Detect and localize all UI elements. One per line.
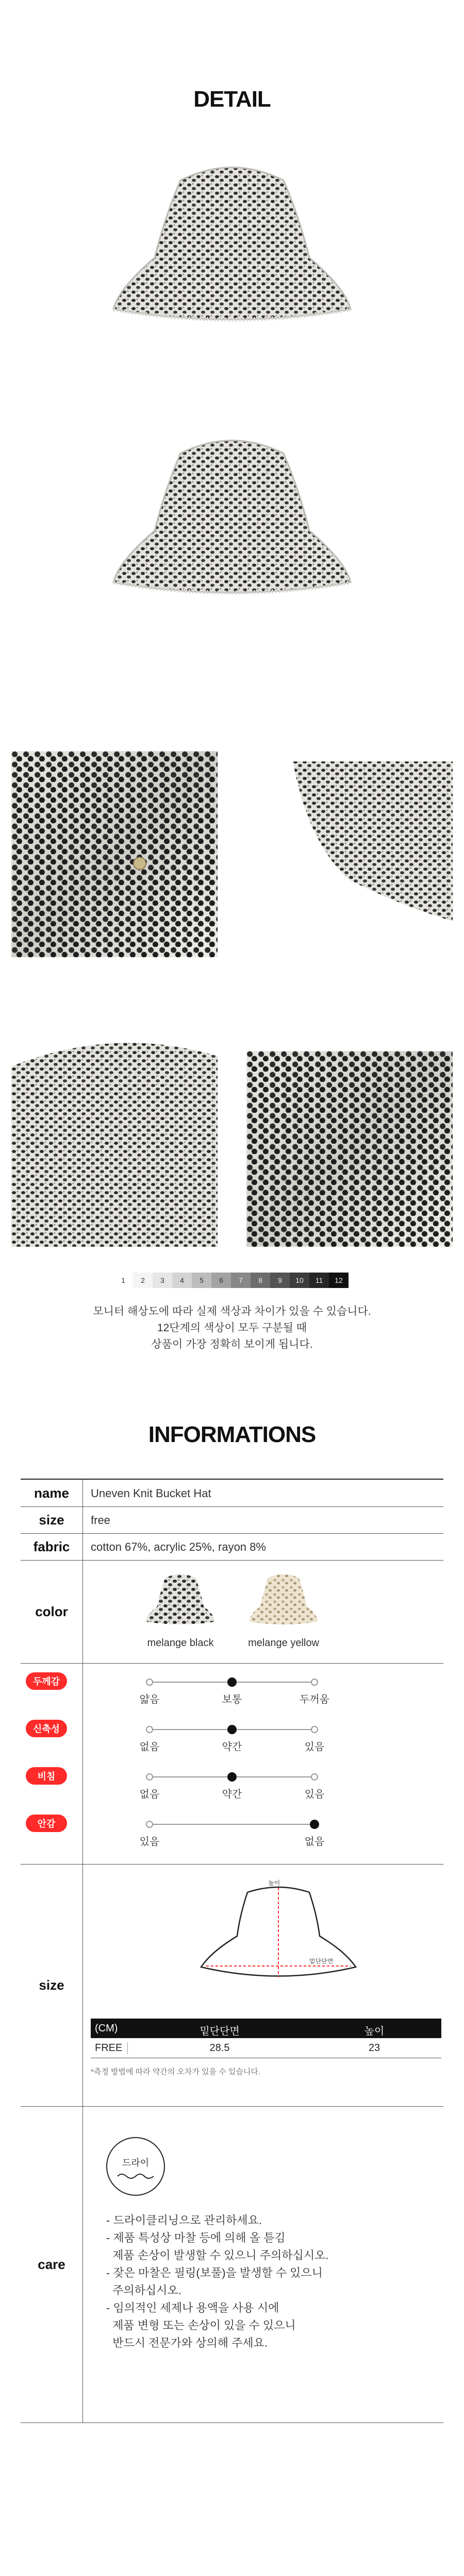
size-diagram-row: size 높이 밑단단면 (CM) 밑단단면 높이 FREE 28.5 23 *측정 방법에 따라 약간의 오차가 있을 수 있습니다. xyxy=(21,1864,443,2107)
color-calibration-bar xyxy=(113,1273,349,1288)
melange-yellow-hat xyxy=(247,1570,320,1627)
swatch: 11 xyxy=(309,1273,329,1288)
melange-black-hat xyxy=(144,1570,217,1627)
info-table xyxy=(21,1479,443,2422)
closeup-photo-brim xyxy=(246,751,453,957)
hat-photo-2 xyxy=(103,422,361,608)
care-row: care 드라이 - 드라이클리닝으로 관리하세요. - 제품 특성상 마찰 등에 의해 올 튿김 제품 손상이 발생할 수 있으니 주의하십시오. - 잦은 마찰은 필링(보풀)을 발생할 수 있으니 주의하십시오. - 임의적인 세제나 용액을 사용 시에 제품 변형 또는 손상이 있을 수 있으니 반드시 전문가와 상의해 주세요. xyxy=(21,2106,443,2423)
thickness-dot xyxy=(311,1679,318,1686)
thickness-dot-selected xyxy=(227,1677,237,1687)
lining-dot-selected xyxy=(310,1820,319,1829)
detail-title: DETAIL xyxy=(193,87,271,112)
swatch: 9 xyxy=(270,1273,290,1288)
size-table-row: FREE 28.5 23 xyxy=(91,2038,441,2058)
stretch-label: 신축성 xyxy=(26,1720,67,1737)
informations-title: INFORMATIONS xyxy=(148,1422,316,1447)
hat-photo-1 xyxy=(103,149,361,335)
brim-diagram-label: 밑단단면 xyxy=(309,1958,334,1965)
dry-clean-icon: 드라이 xyxy=(106,2137,165,2196)
sheer-label: 비침 xyxy=(26,1767,67,1785)
swatch: 5 xyxy=(192,1273,211,1288)
attributes-row: 두께감 얇음 보통 두꺼움 신축성 없음 약간 있음 비침 없음 약간 있음 안감 있음 없음 xyxy=(21,1663,443,1865)
closeup-photo-texture xyxy=(246,1051,453,1247)
swatch: 1 xyxy=(113,1273,133,1288)
color-label-yellow: melange yellow xyxy=(248,1637,319,1649)
sheer-dot xyxy=(146,1773,153,1781)
care-instructions: - 드라이클리닝으로 관리하세요. - 제품 특성상 마찰 등에 의해 올 튿김 제품 손상이 발생할 수 있으니 주의하십시오. - 잦은 마찰은 필링(보풀)을 발생할 수 있으니 주의하십시오. - 임의적인 세제나 용액을 사용 시에 제품 변형 또는 손상이 있을 수 있으니 반드시 전문가와 상의해 주세요. xyxy=(106,2214,329,2349)
swatch: 2 xyxy=(133,1273,153,1288)
lining-scale xyxy=(150,1824,314,1825)
swatch: 10 xyxy=(290,1273,309,1288)
name-row: name Uneven Knit Bucket Hat xyxy=(21,1480,443,1507)
color-row: color melange black melange yellow xyxy=(21,1560,443,1664)
lining-label: 안감 xyxy=(26,1815,67,1832)
size-row: size free xyxy=(21,1506,443,1534)
swatch: 12 xyxy=(329,1273,349,1288)
size-table-header: (CM) 밑단단면 높이 xyxy=(91,2019,441,2038)
thickness-dot xyxy=(146,1679,153,1686)
stretch-dot xyxy=(146,1726,153,1733)
stretch-dot xyxy=(311,1726,318,1733)
swatch: 4 xyxy=(172,1273,192,1288)
closeup-photo-side xyxy=(11,1025,218,1247)
closeup-photo-logo xyxy=(11,751,218,957)
logo-badge-icon xyxy=(133,857,146,870)
fabric-row: fabric cotton 67%, acrylic 25%, rayon 8% xyxy=(21,1533,443,1561)
hat-size-diagram xyxy=(191,1879,366,1988)
swatch: 6 xyxy=(211,1273,231,1288)
color-label-black: melange black xyxy=(147,1637,214,1649)
swatch: 3 xyxy=(153,1273,172,1288)
sheer-dot-selected xyxy=(227,1772,237,1782)
lining-dot xyxy=(146,1821,153,1828)
swatch: 8 xyxy=(251,1273,270,1288)
height-diagram-label: 높이 xyxy=(268,1879,280,1887)
thickness-label: 두께감 xyxy=(26,1672,67,1690)
color-notice: 모니터 해상도에 따라 실제 색상과 차이가 있을 수 있습니다. 12단계의 색상이 모두 구분될 때 상품이 가장 정확히 보이게 됩니다. xyxy=(93,1306,371,1350)
stretch-dot-selected xyxy=(227,1725,237,1734)
swatch: 7 xyxy=(231,1273,251,1288)
sheer-dot xyxy=(311,1773,318,1781)
size-note: *측정 방법에 따라 약간의 오차가 있을 수 있습니다. xyxy=(91,2067,260,2076)
